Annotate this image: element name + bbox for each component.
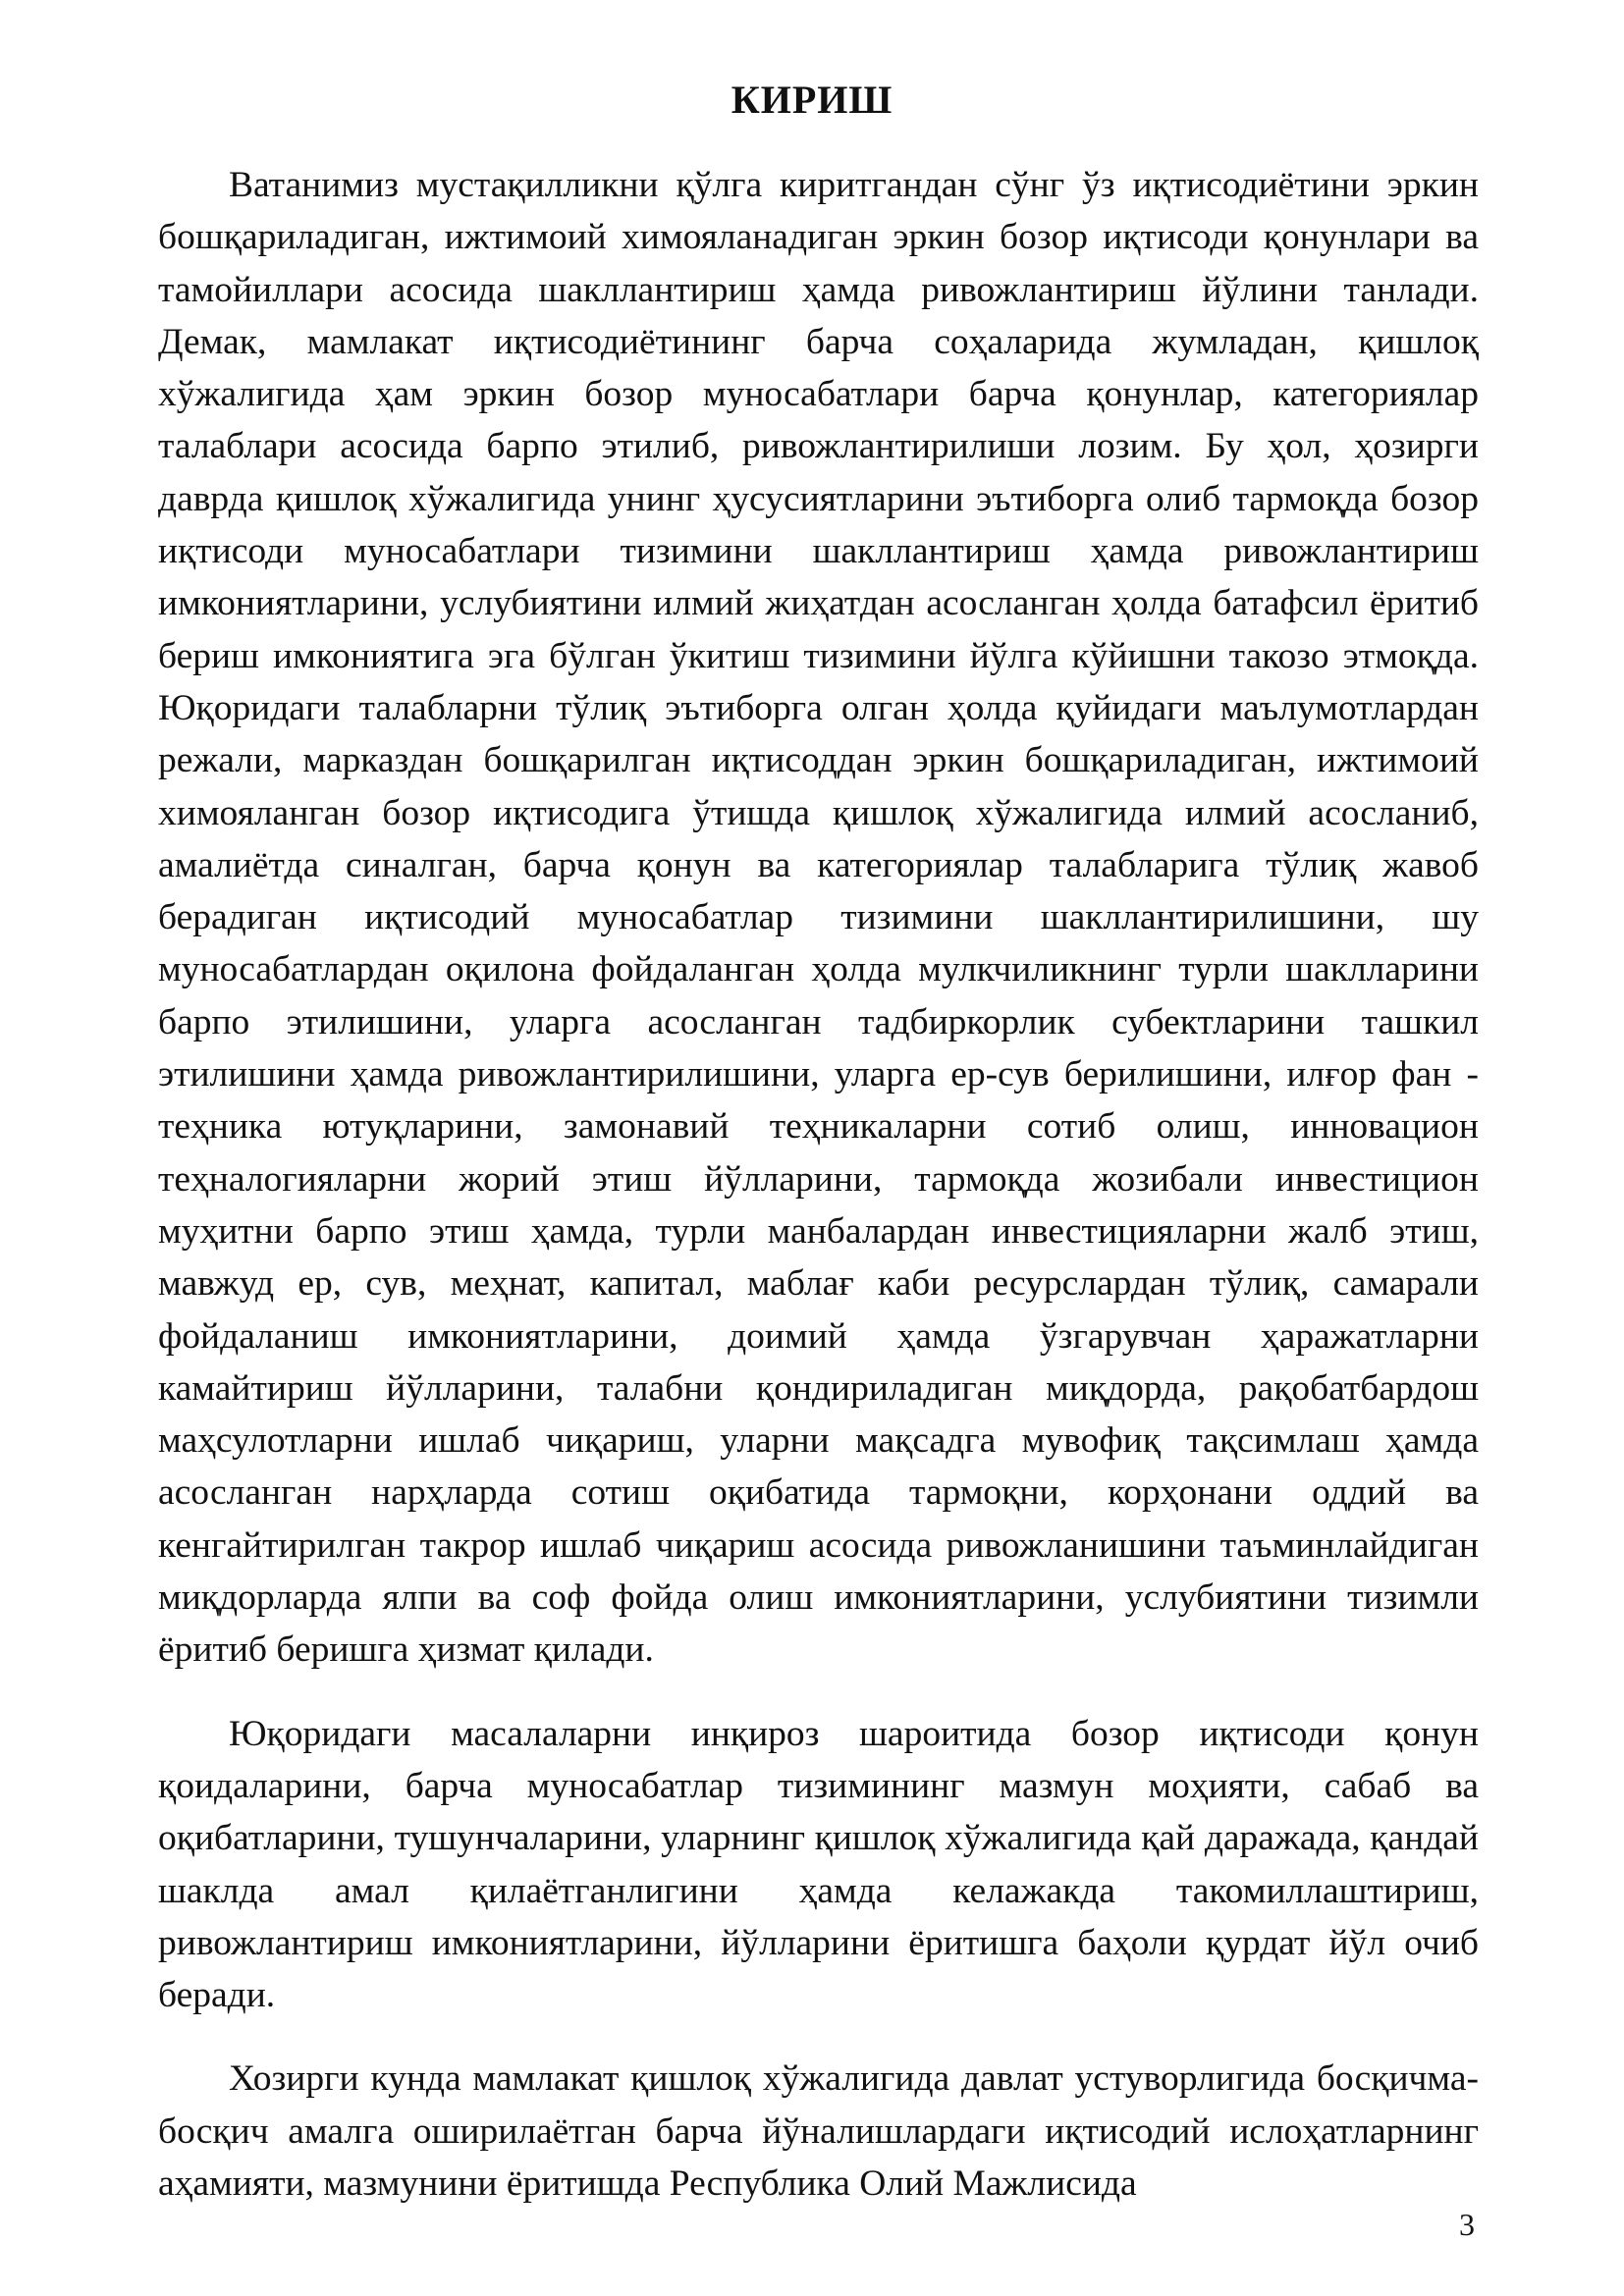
page-heading: КИРИШ xyxy=(731,78,893,122)
paragraph-introduction: Ватанимиз мустақилликни қўлга киритгандан сўнг ўз иқтисодиётини эркин бошқариладиган, ижтимоий химояланадиган эркин бозор иқтисоди қонунлари ва тамойиллари асосида шакллантириш ҳамда ривожлантириш йўлини танлади. Демак, мамлакат иқтисодиётининг барча соҳаларида жумладан, қишлоқ хўжалигида ҳам эркин бозор муносабатлари барча қонунлар, категориялар талаблари асосида барпо этилиб, ривожлантирилиши лозим. Бу ҳол, ҳозирги даврда қишлоқ хўжалигида унинг ҳусусиятларини эътиборга олиб тармоқда бозор иқтисоди муносабатлари тизимини шакллантириш ҳамда ривожлантириш имкониятларини, услубиятини илмий жиҳатдан асосланган ҳолда батафсил ёритиб бериш имкониятига эга бўлган ўкитиш тизимини йўлга кўйишни такозо этмоқда. Юқоридаги талабларни тўлиқ эътиборга олган ҳолда қуйидаги маълумотлардан режали, марказдан бошқарилган иқтисоддан эркин бошқариладиган, ижтимоий химояланган бозор иқтисодига ўтишда қишлоқ хўжалигида илмий асосланиб, амалиётда синалган, барча қонун ва категориялар талабларига тўлиқ жавоб берадиган иқтисодий муносабатлар тизимини шакллантирилишини, шу муносабатлардан оқилона фойдаланган ҳолда мулкчиликнинг турли шаклларини барпо этилишини, уларга асосланган тадбиркорлик субектларини ташкил этилишини ҳамда ривожлантирилишини, уларга ер-сув берилишини, илғор фан - теҳника ютуқларини, замонавий теҳникаларни сотиб олиш, инновацион теҳналогияларни жорий этиш йўлларини, тармоқда жозибали инвестицион муҳитни барпо этиш ҳамда, турли манбалардан инвестицияларни жалб этиш, мавжуд ер, сув, меҳнат, капитал, маблағ каби ресурслардан тўлиқ, самарали фойдаланиш имкониятларини, доимий ҳамда ўзгарувчан ҳаражатларни камайтириш йўлларини, талабни қондириладиган миқдорда, рақобатбардош маҳсулотларни ишлаб чиқариш, уларни мақсадга мувофиқ тақсимлаш ҳамда асосланган нарҳларда сотиш оқибатида тармоқни, корҳонани оддий ва кенгайтирилган такрор ишлаб чиқариш асосида ривожланишини таъминлайдиган миқдорларда ялпи ва соф фойда олиш имкониятларини, услубиятини тизимли ёритиб беришга ҳизмат қилади. xyxy=(158,165,1479,1671)
body-text xyxy=(158,159,1479,2210)
page-number: 3 xyxy=(1459,2207,1475,2242)
paragraph-reforms: Хозирги кунда мамлакат қишлоқ хўжалигида давлат устуворлигида босқичма-босқич амалга оширилаётган барча йўналишлардаги иқтисодий ислоҳатларнинг аҳамияти, мазмунини ёритишда Республика Олий Мажлисида xyxy=(158,2058,1479,2204)
paragraph-issues: Юқоридаги масалаларни инқироз шароитида бозор иқтисоди қонун қоидаларини, барча муносабатлар тизимининг мазмун моҳияти, сабаб ва оқибатларини, тушунчаларини, уларнинг қишлоқ хўжалигида қай даражада, қандай шаклда амал қилаётганлигини ҳамда келажакда такомиллаштириш, ривожлантириш имкониятларини, йўлларини ёритишга баҳоли қурдат йўл очиб беради. xyxy=(158,1713,1479,2016)
